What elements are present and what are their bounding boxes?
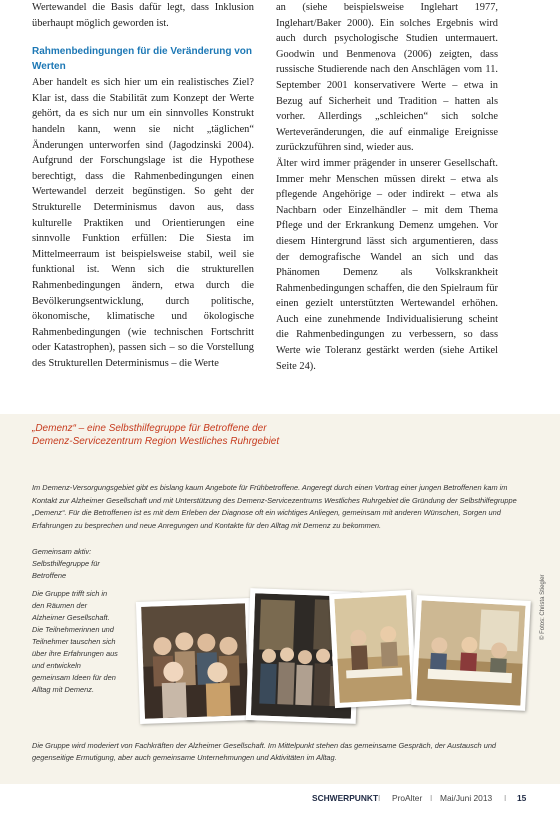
photo-credit: © Fotos: Christa Stiegler (540, 574, 546, 640)
info-box (0, 414, 560, 784)
footer-separator: I (378, 793, 381, 803)
footer-separator: I (504, 793, 507, 803)
article-column-right (276, 0, 498, 374)
footer-separator: I (430, 793, 433, 803)
box-title (32, 422, 532, 448)
group-photo-1 (136, 598, 254, 724)
section-heading: Rahmenbedingungen für die Veränderung von Werten (32, 46, 253, 72)
article-paragraph: Älter wird immer prägender in unserer Gesellschaft. Immer mehr Menschen müssen direkt – etwa als pflegende Angehörige – oder indirekt – etwa als Nachbarn oder Einzelhändler – mit dem Thema Pflege und der Erkrankung Demenz umgehen. Vor diesem Hintergrund lässt sich argumentieren, dass der demografische Wandel an sich und das Phänomen Demenz als Volkskrankheit Rahmenbedingungen schaffen, die den Spielraum für einen gezielt unterstützten Wertewandel erhöhen. Auch eine zunehmende Individualisierung scheint die Rahmenbedingungen zu verbessern, so dass Werte wie Toleranz gestärkt werden (siehe Artikel Seite 24). (276, 157, 498, 372)
box-title-line: Demenz-Servicezentrum Region Westliches Ruhrgebiet (32, 436, 280, 447)
footer-issue: Mai/Juni 2013 (440, 793, 493, 803)
box-caption: Die Gruppe wird moderiert von Fachkräften der Alzheimer Gesellschaft. Im Mittelpunkt stehen das gemeinsame Gespräch, der Austausch und gegenseitige Ermutigung, aber auch gemeinsame Unternehmungen und Aktivitäten im Alltag. (32, 741, 497, 762)
box-intro: Im Demenz-Versorgungsgebiet gibt es bislang kaum Angebote für Frühbetroffene. Angeregt durch einen Vortrag einer jungen Betroffenen kam im Kontakt zur Alzheimer Gesellschaft und mit Unterstützung des Demenz-Servicezentrums Westliches Ruhrgebiet die Gründung der Selbsthilfegruppe „Demenz“. Für die Betroffenen ist es mit dem Erleben der Diagnose oft ein wichtiges Anliegen, gemeinsam mit anderen Wünschen, Sorgen und Erfahrungen zu besprechen und neue Anregungen und Kontakte für den Alltag mit Demenz zu bekommen. (32, 483, 517, 530)
box-side-paragraph: Die Gruppe trifft sich in den Räumen der Alzheimer Gesellschaft. Die Teilnehmerinnen und Teilnehmer tauschen sich über ihre Erfahrungen aus und entwickeln gemeinsam Ideen für den Alltag mit Demenz. (32, 589, 118, 694)
meeting-photo-1 (329, 590, 417, 708)
footer-section: SCHWERPUNKT (312, 793, 379, 803)
box-title-line: „Demenz“ – eine Selbsthilfegruppe für Betroffene der (32, 423, 267, 434)
article-paragraph: Aber handelt es sich hier um ein realistisches Ziel? Klar ist, dass die Stabilität zum Konzept der Werte gehört, da es sich nur um ein sinnvolles Konstrukt handeln kann, wenn sie nicht „täglichen“ Änderungen unterworfen sind (Jagodzinski 2004). Aufgrund der Forschungslage ist die Hypothese berechtigt, dass die Rahmenbedingungen einen Wertewandel derzeit begünstigen. So geht der Strukturelle Determinismus davon aus, dass kulturelle Praktiken und Orientierungen eine sinnvolle Funktion erfüllen: Die Siesta im Mittelmeerraum ist beispielsweise stabil, weil sie funktional ist. Wenn sich die strukturellen Rahmenbedingungen ändern, etwa durch die Bevölkerungsentwicklung, durch politische, ökonomische, klimatische und ökologische Rahmenbedingungen (wie technischen Fortschritt oder Katastrophen), passen sich – so die Vorstellung des Strukturellen Determinismus – die Werte (32, 77, 254, 369)
box-side-paragraph: Gemeinsam aktiv: Selbsthilfegruppe für Betroffene (32, 547, 100, 580)
footer-magazine: ProAlter (392, 793, 423, 803)
meeting-photo-2 (411, 595, 531, 711)
article-paragraph: Wertewandel die Basis dafür legt, dass Inklusion überhaupt möglich geworden ist. (32, 2, 254, 29)
page-number: 15 (517, 793, 527, 803)
article-column-left (32, 0, 254, 371)
box-side-text (32, 546, 120, 702)
article-paragraph: an (siehe beispielsweise Inglehart 1977, Inglehart/Baker 2000). Ein solches Ergebnis wird auch durch psychologische Studien untermauert. Goodwin und Benmenova (2006) zeigten, dass russische Studierende nach den Anschlägen vom 11. September 2001 konservativere Werte – etwa in Bezug auf Sicherheit und Tradition – hatten als vorher. Allerdings „schleichen“ sich solche Werteveränderungen, die auf einmalige Ereignisse zurückzuführen sind, wieder aus. (276, 2, 498, 154)
